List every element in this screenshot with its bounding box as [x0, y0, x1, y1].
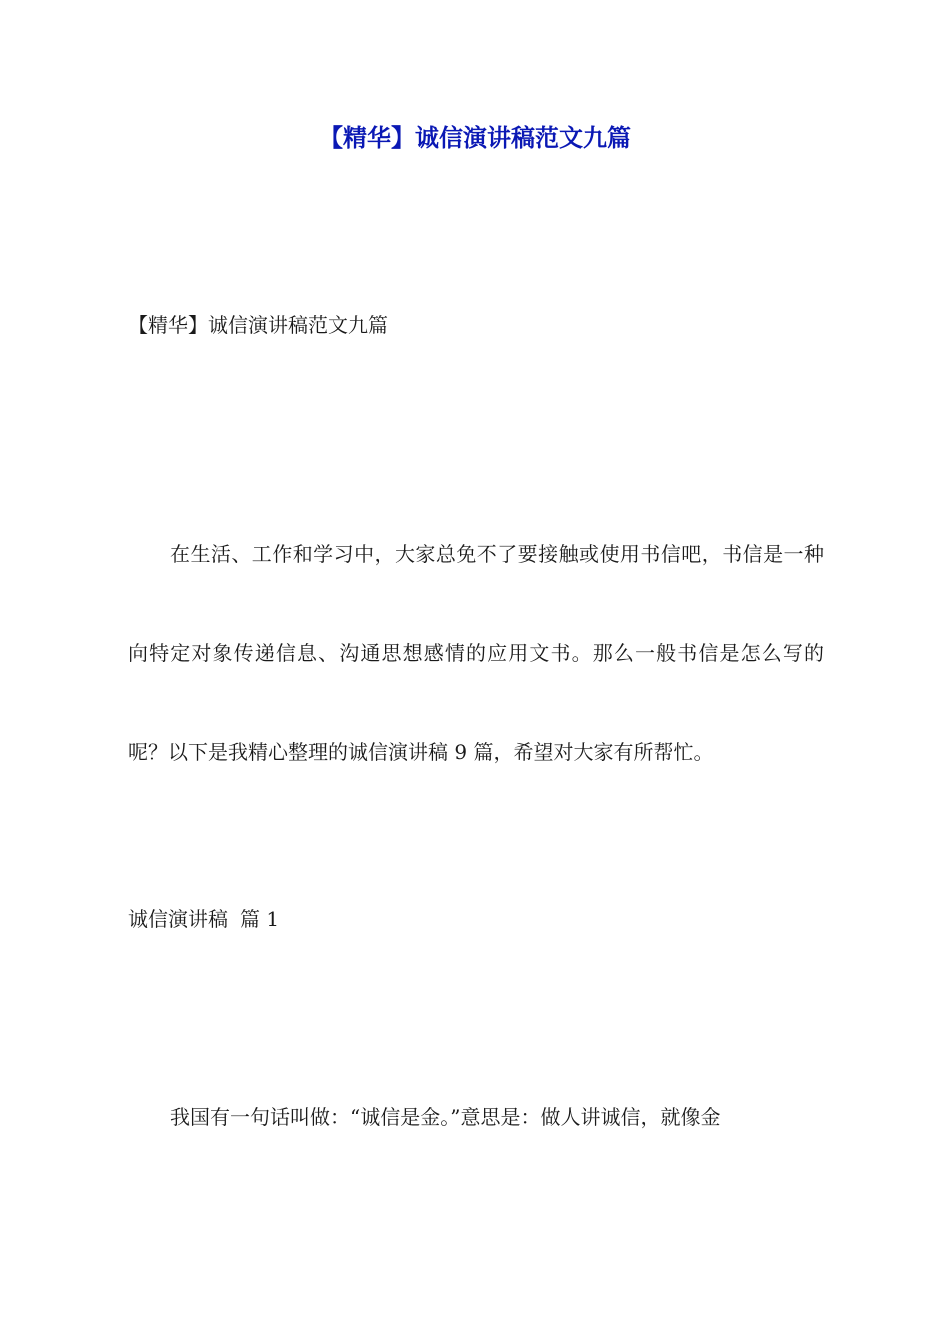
section-paragraph: 我国有一句话叫做：“诚信是金。”意思是：做人讲诚信，就像金: [170, 1105, 721, 1129]
section-heading: [128, 902, 279, 936]
document-subtitle: 【精华】诚信演讲稿范文九篇: [128, 313, 388, 337]
intro-paragraph: 在生活、工作和学习中，大家总免不了要接触或使用书信吧，书信是一种向特定对象传递信息、沟通思想感情的应用文书。那么一般书信是怎么写的呢？以下是我精心整理的诚信演讲稿 9 篇，希望对大家有所帮忙。: [128, 542, 824, 764]
section-number: 篇 1: [240, 907, 280, 931]
section-heading-label: 诚信演讲稿: [128, 907, 228, 931]
document-title: 【精华】诚信演讲稿范文九篇: [319, 124, 631, 152]
